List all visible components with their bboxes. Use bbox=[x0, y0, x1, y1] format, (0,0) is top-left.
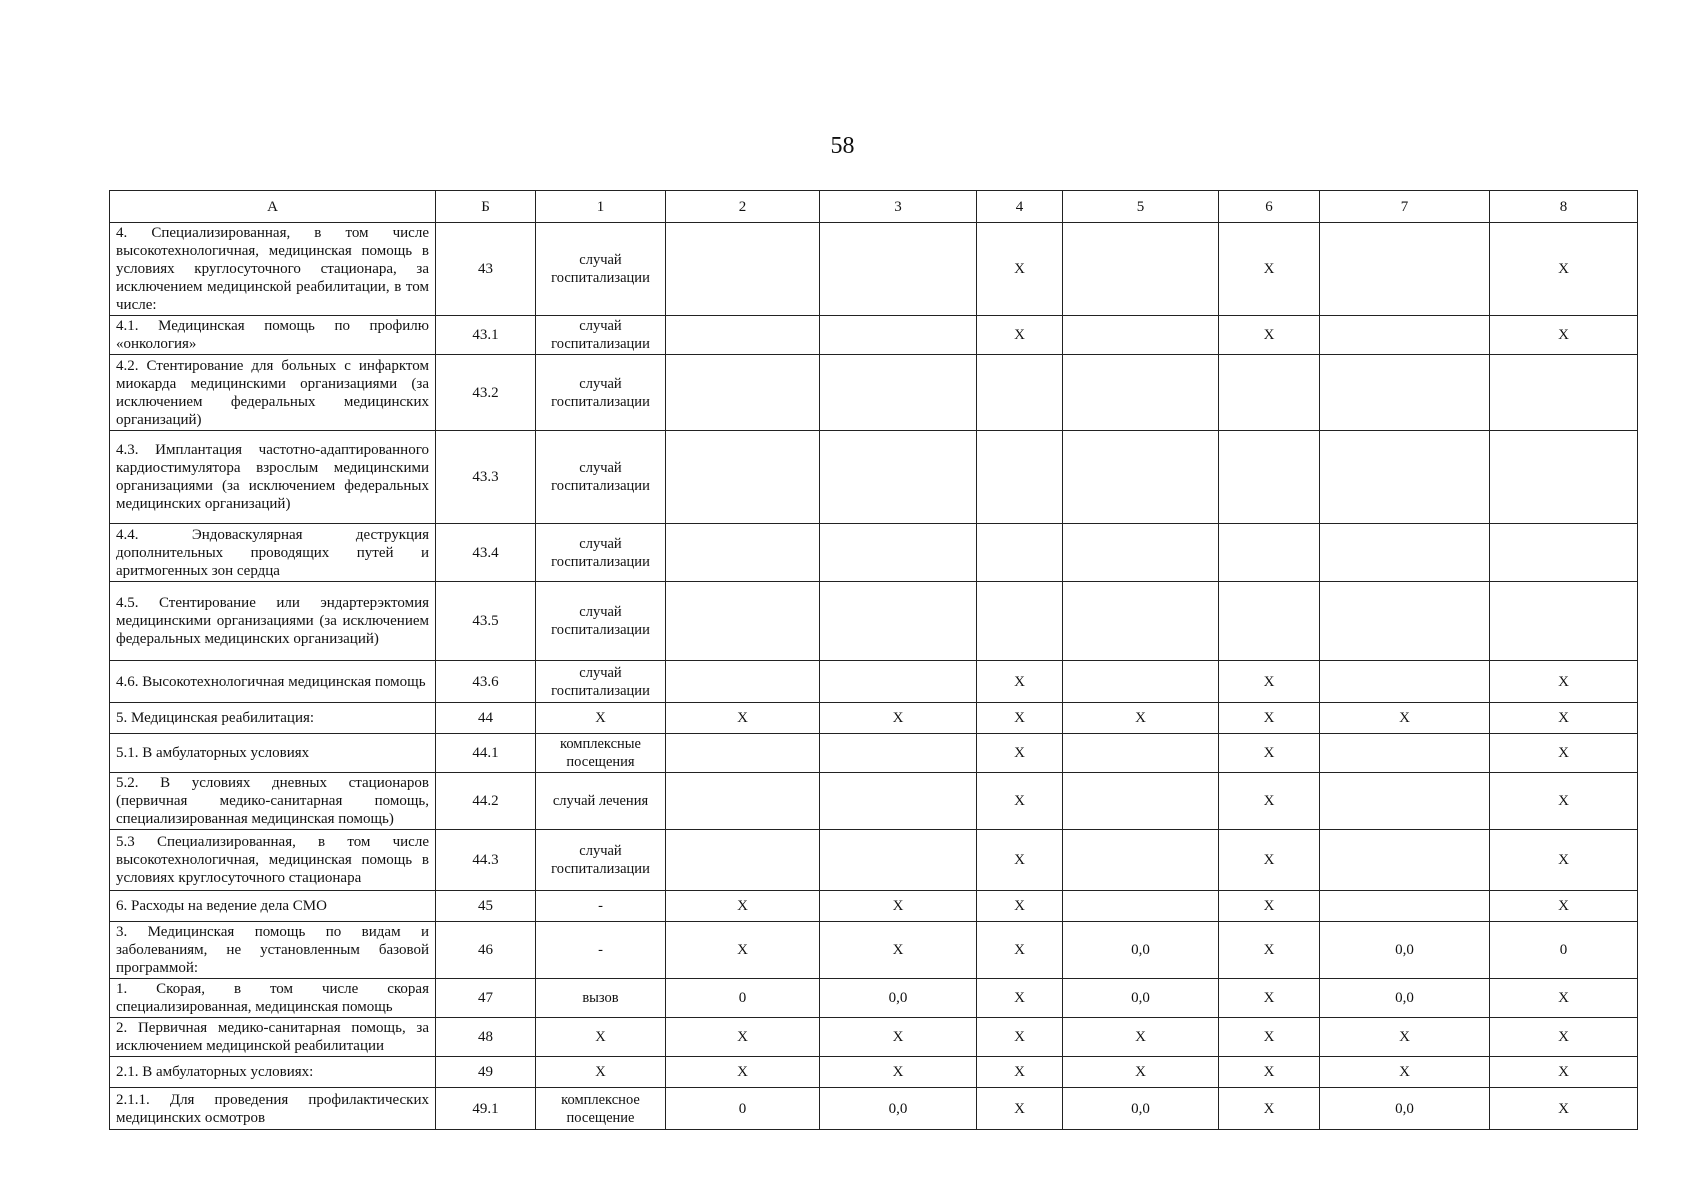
row-value-7: X bbox=[1320, 703, 1490, 734]
row-description: 4.6. Высокотехнологичная медицинская помощь bbox=[110, 661, 436, 703]
row-line-code: 45 bbox=[436, 891, 536, 922]
row-value-5 bbox=[1063, 316, 1219, 355]
row-description: 3. Медицинская помощь по видам и заболеваниям, не установленным базовой программой: bbox=[110, 922, 436, 979]
row-unit: комплексное посещение bbox=[536, 1088, 666, 1130]
row-value-6: X bbox=[1219, 316, 1320, 355]
table-row bbox=[110, 773, 1638, 830]
row-value-3 bbox=[820, 830, 977, 891]
row-value-5 bbox=[1063, 431, 1219, 524]
row-description: 2.1. В амбулаторных условиях: bbox=[110, 1057, 436, 1088]
row-description: 5.1. В амбулаторных условиях bbox=[110, 734, 436, 773]
row-value-2 bbox=[666, 223, 820, 316]
row-value-7 bbox=[1320, 223, 1490, 316]
row-value-3 bbox=[820, 316, 977, 355]
row-value-3 bbox=[820, 661, 977, 703]
row-line-code: 43 bbox=[436, 223, 536, 316]
row-value-7 bbox=[1320, 431, 1490, 524]
row-line-code: 43.6 bbox=[436, 661, 536, 703]
row-line-code: 49 bbox=[436, 1057, 536, 1088]
row-value-4 bbox=[977, 355, 1063, 431]
row-value-8: X bbox=[1490, 1018, 1638, 1057]
row-value-5: X bbox=[1063, 1018, 1219, 1057]
row-value-8: X bbox=[1490, 979, 1638, 1018]
row-value-6: X bbox=[1219, 223, 1320, 316]
row-line-code: 43.4 bbox=[436, 524, 536, 582]
row-description: 4. Специализированная, в том числе высокотехнологичная, медицинская помощь в условиях круглосуточного стационара, за исключением медицинской реабилитации, в том числе: bbox=[110, 223, 436, 316]
row-value-4: X bbox=[977, 661, 1063, 703]
table-row bbox=[110, 891, 1638, 922]
row-value-4: X bbox=[977, 1057, 1063, 1088]
row-value-2 bbox=[666, 582, 820, 661]
row-description: 6. Расходы на ведение дела СМО bbox=[110, 891, 436, 922]
table-row bbox=[110, 1057, 1638, 1088]
row-value-8: X bbox=[1490, 316, 1638, 355]
header-cell: 3 bbox=[820, 191, 977, 223]
row-value-5 bbox=[1063, 734, 1219, 773]
row-value-4: X bbox=[977, 773, 1063, 830]
row-description: 5. Медицинская реабилитация: bbox=[110, 703, 436, 734]
row-value-5: 0,0 bbox=[1063, 1088, 1219, 1130]
row-description: 4.5. Стентирование или эндартерэктомия медицинскими организациями (за исключением федеральных медицинских организаций) bbox=[110, 582, 436, 661]
row-value-7 bbox=[1320, 891, 1490, 922]
row-unit: случай госпитализации bbox=[536, 582, 666, 661]
row-value-8: X bbox=[1490, 1088, 1638, 1130]
row-value-6 bbox=[1219, 355, 1320, 431]
row-value-4: X bbox=[977, 734, 1063, 773]
row-value-4 bbox=[977, 582, 1063, 661]
row-value-3 bbox=[820, 355, 977, 431]
table-row bbox=[110, 582, 1638, 661]
header-cell: 7 bbox=[1320, 191, 1490, 223]
row-value-5: X bbox=[1063, 703, 1219, 734]
row-value-7 bbox=[1320, 773, 1490, 830]
row-value-2 bbox=[666, 830, 820, 891]
row-value-7 bbox=[1320, 582, 1490, 661]
row-value-4 bbox=[977, 524, 1063, 582]
row-description: 4.1. Медицинская помощь по профилю «онкология» bbox=[110, 316, 436, 355]
row-line-code: 46 bbox=[436, 922, 536, 979]
row-value-8 bbox=[1490, 431, 1638, 524]
row-value-2: X bbox=[666, 703, 820, 734]
row-unit: случай госпитализации bbox=[536, 661, 666, 703]
table-row bbox=[110, 830, 1638, 891]
row-value-8: X bbox=[1490, 830, 1638, 891]
table-row bbox=[110, 316, 1638, 355]
row-value-2 bbox=[666, 773, 820, 830]
row-value-2: 0 bbox=[666, 979, 820, 1018]
row-value-2 bbox=[666, 734, 820, 773]
row-value-8: X bbox=[1490, 773, 1638, 830]
row-line-code: 43.2 bbox=[436, 355, 536, 431]
row-description: 4.2. Стентирование для больных с инфарктом миокарда медицинскими организациями (за исключением федеральных медицинских организаций) bbox=[110, 355, 436, 431]
row-value-3: 0,0 bbox=[820, 979, 977, 1018]
row-value-6: X bbox=[1219, 773, 1320, 830]
row-value-8: X bbox=[1490, 891, 1638, 922]
row-description: 4.3. Имплантация частотно-адаптированного кардиостимулятора взрослым медицинскими организациями (за исключением федеральных медицинских организаций) bbox=[110, 431, 436, 524]
row-line-code: 44.1 bbox=[436, 734, 536, 773]
row-description: 2. Первичная медико-санитарная помощь, за исключением медицинской реабилитации bbox=[110, 1018, 436, 1057]
row-value-5 bbox=[1063, 661, 1219, 703]
row-value-6: X bbox=[1219, 1088, 1320, 1130]
row-line-code: 49.1 bbox=[436, 1088, 536, 1130]
table-row bbox=[110, 1088, 1638, 1130]
row-value-8: X bbox=[1490, 661, 1638, 703]
row-value-3 bbox=[820, 431, 977, 524]
table-row bbox=[110, 979, 1638, 1018]
row-value-5 bbox=[1063, 773, 1219, 830]
row-value-2 bbox=[666, 355, 820, 431]
row-unit: вызов bbox=[536, 979, 666, 1018]
row-value-5: X bbox=[1063, 1057, 1219, 1088]
row-description: 5.2. В условиях дневных стационаров (первичная медико-санитарная помощь, специализированная медицинская помощь) bbox=[110, 773, 436, 830]
row-unit: случай госпитализации bbox=[536, 431, 666, 524]
row-unit: случай лечения bbox=[536, 773, 666, 830]
row-description: 5.3 Специализированная, в том числе высокотехнологичная, медицинская помощь в условиях круглосуточного стационара bbox=[110, 830, 436, 891]
table-row bbox=[110, 431, 1638, 524]
row-value-3: X bbox=[820, 891, 977, 922]
row-value-2: X bbox=[666, 922, 820, 979]
header-cell: 4 bbox=[977, 191, 1063, 223]
row-value-3 bbox=[820, 734, 977, 773]
row-value-5 bbox=[1063, 891, 1219, 922]
row-description: 1. Скорая, в том числе скорая специализированная, медицинская помощь bbox=[110, 979, 436, 1018]
row-value-6: X bbox=[1219, 661, 1320, 703]
row-value-2 bbox=[666, 316, 820, 355]
table-row bbox=[110, 355, 1638, 431]
row-value-3 bbox=[820, 524, 977, 582]
row-value-8 bbox=[1490, 355, 1638, 431]
row-line-code: 44.3 bbox=[436, 830, 536, 891]
row-value-2: 0 bbox=[666, 1088, 820, 1130]
row-value-6 bbox=[1219, 524, 1320, 582]
row-value-3 bbox=[820, 773, 977, 830]
row-value-7: 0,0 bbox=[1320, 979, 1490, 1018]
row-line-code: 48 bbox=[436, 1018, 536, 1057]
row-value-6: X bbox=[1219, 922, 1320, 979]
row-value-5 bbox=[1063, 355, 1219, 431]
row-value-3: X bbox=[820, 703, 977, 734]
row-value-8: X bbox=[1490, 1057, 1638, 1088]
row-value-4: X bbox=[977, 1018, 1063, 1057]
row-value-2 bbox=[666, 661, 820, 703]
row-unit: X bbox=[536, 1057, 666, 1088]
row-line-code: 43.1 bbox=[436, 316, 536, 355]
row-value-7 bbox=[1320, 316, 1490, 355]
row-value-5: 0,0 bbox=[1063, 922, 1219, 979]
row-value-3: 0,0 bbox=[820, 1088, 977, 1130]
row-value-8: X bbox=[1490, 223, 1638, 316]
row-value-8 bbox=[1490, 524, 1638, 582]
row-value-7 bbox=[1320, 734, 1490, 773]
row-value-6: X bbox=[1219, 891, 1320, 922]
row-description: 4.4. Эндоваскулярная деструкция дополнительных проводящих путей и аритмогенных зон сердца bbox=[110, 524, 436, 582]
row-description: 2.1.1. Для проведения профилактических медицинских осмотров bbox=[110, 1088, 436, 1130]
header-cell: 2 bbox=[666, 191, 820, 223]
row-value-4: X bbox=[977, 223, 1063, 316]
row-value-3: X bbox=[820, 1057, 977, 1088]
row-value-4: X bbox=[977, 703, 1063, 734]
row-value-6 bbox=[1219, 582, 1320, 661]
table-row bbox=[110, 734, 1638, 773]
page-number: 58 bbox=[830, 133, 855, 159]
header-cell: 6 bbox=[1219, 191, 1320, 223]
table-row bbox=[110, 223, 1638, 316]
row-value-5: 0,0 bbox=[1063, 979, 1219, 1018]
row-value-4: X bbox=[977, 979, 1063, 1018]
row-unit: случай госпитализации bbox=[536, 830, 666, 891]
row-value-6: X bbox=[1219, 734, 1320, 773]
row-unit: случай госпитализации bbox=[536, 355, 666, 431]
row-value-5 bbox=[1063, 830, 1219, 891]
row-value-6: X bbox=[1219, 830, 1320, 891]
row-value-4 bbox=[977, 431, 1063, 524]
row-value-7 bbox=[1320, 355, 1490, 431]
row-unit: - bbox=[536, 922, 666, 979]
table-row bbox=[110, 524, 1638, 582]
row-value-3 bbox=[820, 582, 977, 661]
row-unit: случай госпитализации bbox=[536, 223, 666, 316]
row-value-5 bbox=[1063, 582, 1219, 661]
row-line-code: 43.3 bbox=[436, 431, 536, 524]
row-value-4: X bbox=[977, 922, 1063, 979]
row-value-7: 0,0 bbox=[1320, 922, 1490, 979]
row-unit: - bbox=[536, 891, 666, 922]
header-cell: 5 bbox=[1063, 191, 1219, 223]
row-value-7 bbox=[1320, 830, 1490, 891]
table-row bbox=[110, 1018, 1638, 1057]
row-value-2 bbox=[666, 431, 820, 524]
row-unit: случай госпитализации bbox=[536, 524, 666, 582]
row-value-5 bbox=[1063, 223, 1219, 316]
row-line-code: 47 bbox=[436, 979, 536, 1018]
row-value-2 bbox=[666, 524, 820, 582]
table-row bbox=[110, 922, 1638, 979]
row-value-2: X bbox=[666, 1057, 820, 1088]
row-value-8: 0 bbox=[1490, 922, 1638, 979]
row-value-8: X bbox=[1490, 734, 1638, 773]
row-value-6: X bbox=[1219, 1018, 1320, 1057]
row-unit: X bbox=[536, 1018, 666, 1057]
table-row bbox=[110, 661, 1638, 703]
row-value-6: X bbox=[1219, 703, 1320, 734]
row-value-7 bbox=[1320, 524, 1490, 582]
row-line-code: 44 bbox=[436, 703, 536, 734]
row-value-4: X bbox=[977, 830, 1063, 891]
header-cell: А bbox=[110, 191, 436, 223]
row-value-7 bbox=[1320, 661, 1490, 703]
row-value-7: 0,0 bbox=[1320, 1088, 1490, 1130]
row-value-3: X bbox=[820, 1018, 977, 1057]
header-cell: 8 bbox=[1490, 191, 1638, 223]
data-table bbox=[109, 190, 1638, 1130]
row-value-3: X bbox=[820, 922, 977, 979]
row-unit: комплексные посещения bbox=[536, 734, 666, 773]
row-value-2: X bbox=[666, 1018, 820, 1057]
row-unit: X bbox=[536, 703, 666, 734]
row-value-5 bbox=[1063, 524, 1219, 582]
row-unit: случай госпитализации bbox=[536, 316, 666, 355]
row-value-7: X bbox=[1320, 1018, 1490, 1057]
header-cell: Б bbox=[436, 191, 536, 223]
row-value-6: X bbox=[1219, 1057, 1320, 1088]
row-value-4: X bbox=[977, 316, 1063, 355]
row-value-3 bbox=[820, 223, 977, 316]
header-cell: 1 bbox=[536, 191, 666, 223]
table-row bbox=[110, 703, 1638, 734]
row-value-4: X bbox=[977, 1088, 1063, 1130]
row-value-6: X bbox=[1219, 979, 1320, 1018]
row-value-7: X bbox=[1320, 1057, 1490, 1088]
row-line-code: 44.2 bbox=[436, 773, 536, 830]
row-value-4: X bbox=[977, 891, 1063, 922]
row-line-code: 43.5 bbox=[436, 582, 536, 661]
row-value-2: X bbox=[666, 891, 820, 922]
row-value-8: X bbox=[1490, 703, 1638, 734]
header-row bbox=[110, 191, 1638, 223]
row-value-6 bbox=[1219, 431, 1320, 524]
row-value-8 bbox=[1490, 582, 1638, 661]
